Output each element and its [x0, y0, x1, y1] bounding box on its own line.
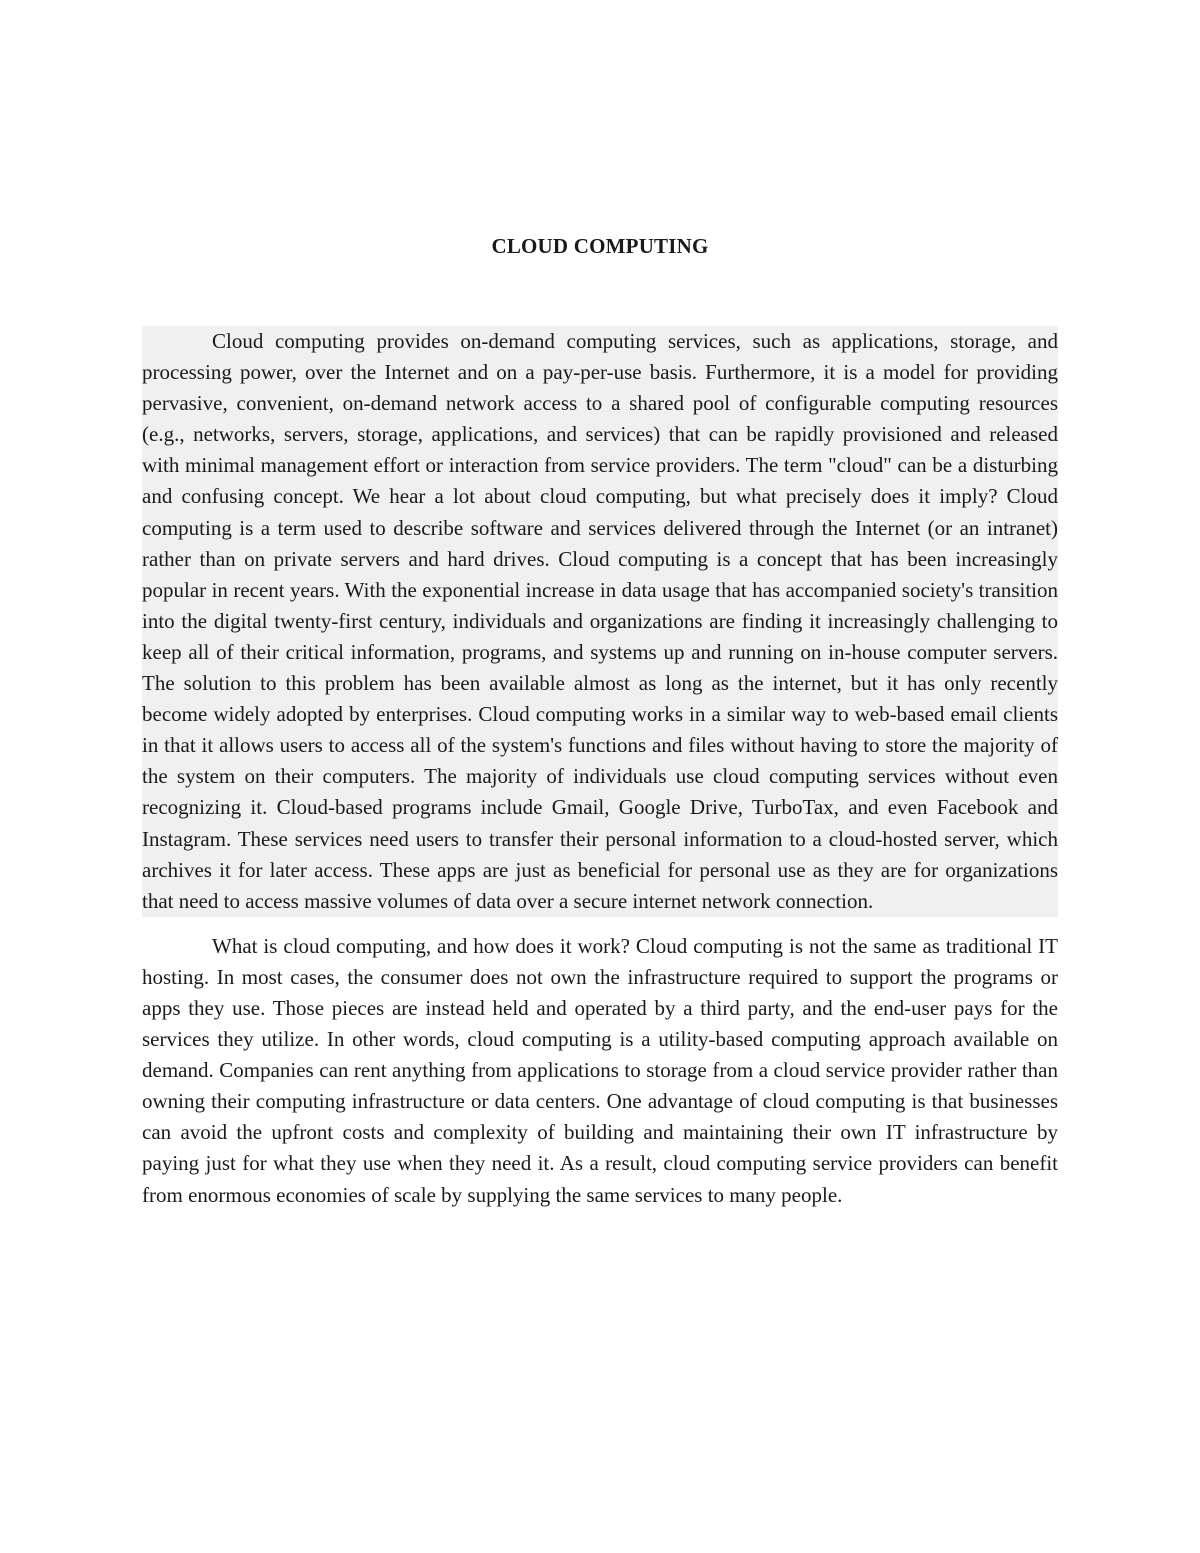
document-body: [142, 326, 1058, 1211]
document-title: CLOUD COMPUTING: [491, 234, 709, 258]
paragraph-1: Cloud computing provides on-demand computing services, such as applications, storage, and processing power, over the Internet and on a pay-per-use basis. Furthermore, it is a model for providing pervasive, convenient, on-demand network access to a shared pool of configurable computing resources (e.g., networks, servers, storage, applications, and services) that can be rapidly provisioned and released with minimal management effort or interaction from service providers. The term "cloud" can be a disturbing and confusing concept. We hear a lot about cloud computing, but what precisely does it imply? Cloud computing is a term used to describe software and services delivered through the Internet (or an intranet) rather than on private servers and hard drives. Cloud computing is a concept that has been increasingly popular in recent years. With the exponential increase in data usage that has accompanied society's transition into the digital twenty-first century, individuals and organizations are finding it increasingly challenging to keep all of their critical information, programs, and systems up and running on in-house computer servers. The solution to this problem has been available almost as long as the internet, but it has only recently become widely adopted by enterprises. Cloud computing works in a similar way to web-based email clients in that it allows users to access all of the system's functions and files without having to store the majority of the system on their computers. The majority of individuals use cloud computing services without even recognizing it. Cloud-based programs include Gmail, Google Drive, TurboTax, and even Facebook and Instagram. These services need users to transfer their personal information to a cloud-hosted server, which archives it for later access. These apps are just as beneficial for personal use as they are for organizations that need to access massive volumes of data over a secure internet network connection.: [142, 326, 1058, 917]
paragraph-2: What is cloud computing, and how does it work? Cloud computing is not the same as traditional IT hosting. In most cases, the consumer does not own the infrastructure required to support the programs or apps they use. Those pieces are instead held and operated by a third party, and the end-user pays for the services they utilize. In other words, cloud computing is a utility-based computing approach available on demand. Companies can rent anything from applications to storage from a cloud service provider rather than owning their computing infrastructure or data centers. One advantage of cloud computing is that businesses can avoid the upfront costs and complexity of building and maintaining their own IT infrastructure by paying just for what they use when they need it. As a result, cloud computing service providers can benefit from enormous economies of scale by supplying the same services to many people.: [142, 933, 1058, 1207]
